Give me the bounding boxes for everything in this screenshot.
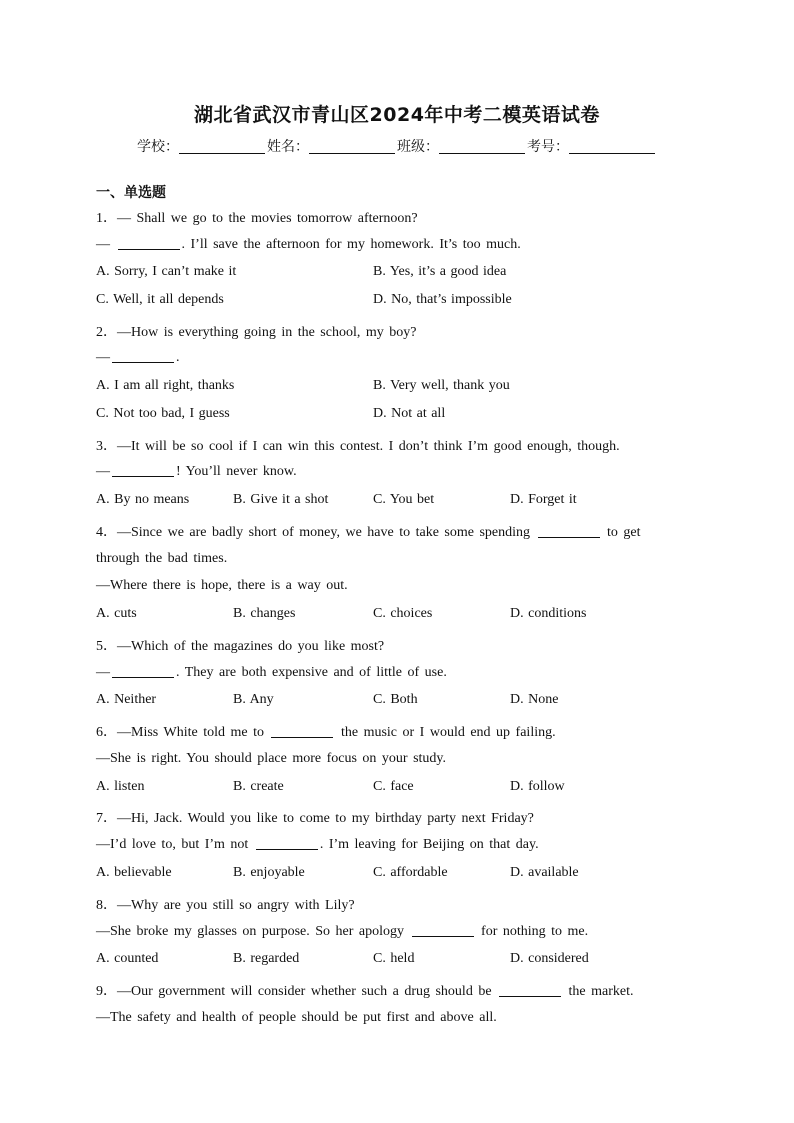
answer-blank	[499, 984, 561, 997]
question-4-stem-line2: through the bad times.	[96, 551, 228, 566]
question-8-option-a[interactable]: A. counted	[96, 951, 159, 966]
question-7-option-c[interactable]: C. affordable	[373, 865, 448, 880]
student-info-line	[0, 136, 794, 156]
question-6-stem: 6．—Miss White told me to the music or I would end up failing.	[96, 725, 556, 740]
question-2-reply: — .	[96, 350, 180, 365]
question-4-option-b[interactable]: B. changes	[233, 606, 296, 621]
question-5-option-c[interactable]: C. Both	[373, 692, 418, 707]
question-6-option-a[interactable]: A. listen	[96, 779, 145, 794]
question-4-option-a[interactable]: A. cuts	[96, 606, 137, 621]
question-3-option-a[interactable]: A. By no means	[96, 492, 190, 507]
question-4-reply: —Where there is hope, there is a way out.	[96, 578, 348, 593]
question-8-option-c[interactable]: C. held	[373, 951, 415, 966]
question-9-stem: 9．—Our government will consider whether such a drug should be the market.	[96, 984, 634, 999]
answer-blank	[271, 725, 333, 738]
school-field[interactable]	[179, 139, 265, 154]
question-7-reply: —I’d love to, but I’m not . I’m leaving for Beijing on that day.	[96, 837, 539, 852]
page-title: 湖北省武汉市青山区2024年中考二模英语试卷	[194, 104, 600, 126]
question-1-option-b[interactable]: B. Yes, it’s a good idea	[373, 264, 507, 279]
question-3-reply: — ! You’ll never know.	[96, 464, 297, 479]
question-7-option-a[interactable]: A. believable	[96, 865, 172, 880]
question-5-option-d[interactable]: D. None	[510, 692, 559, 707]
answer-blank	[118, 237, 180, 250]
section-title: 一、单选题	[96, 185, 166, 201]
answer-blank	[256, 837, 318, 850]
question-1-option-a[interactable]: A. Sorry, I can’t make it	[96, 264, 237, 279]
answer-blank	[112, 464, 174, 477]
question-4-option-c[interactable]: C. choices	[373, 606, 433, 621]
question-5-option-a[interactable]: A. Neither	[96, 692, 157, 707]
question-1-reply: — . I’ll save the afternoon for my homework. It’s too much.	[96, 237, 521, 252]
question-8-option-b[interactable]: B. regarded	[233, 951, 300, 966]
question-2-option-a[interactable]: A. I am all right, thanks	[96, 378, 235, 393]
question-8-reply: —She broke my glasses on purpose. So her apology for nothing to me.	[96, 924, 589, 939]
exam-no-field[interactable]	[569, 139, 655, 154]
answer-blank	[112, 665, 174, 678]
answer-blank	[112, 350, 174, 363]
question-4-stem: 4．—Since we are badly short of money, we have to take some spending to get	[96, 525, 641, 540]
exam-no-label: 考号：	[527, 139, 569, 155]
question-8-stem: 8．—Why are you still so angry with Lily?	[96, 898, 355, 913]
question-1-option-c[interactable]: C. Well, it all depends	[96, 292, 224, 307]
question-7-option-d[interactable]: D. available	[510, 865, 579, 880]
question-2-option-d[interactable]: D. Not at all	[373, 406, 446, 421]
question-8-option-d[interactable]: D. considered	[510, 951, 589, 966]
question-5-option-b[interactable]: B. Any	[233, 692, 274, 707]
question-3-option-c[interactable]: C. You bet	[373, 492, 435, 507]
question-6-option-d[interactable]: D. follow	[510, 779, 565, 794]
question-3-stem: 3．—It will be so cool if I can win this contest. I don’t think I’m good enough, though.	[96, 439, 620, 454]
question-2-option-b[interactable]: B. Very well, thank you	[373, 378, 510, 393]
class-field[interactable]	[439, 139, 525, 154]
question-9-reply: —The safety and health of people should be put first and above all.	[96, 1010, 497, 1025]
question-2-stem: 2．—How is everything going in the school, my boy?	[96, 325, 417, 340]
question-6-option-b[interactable]: B. create	[233, 779, 284, 794]
question-2-option-c[interactable]: C. Not too bad, I guess	[96, 406, 230, 421]
name-label: 姓名：	[267, 139, 309, 155]
question-3-option-b[interactable]: B. Give it a shot	[233, 492, 329, 507]
question-3-option-d[interactable]: D. Forget it	[510, 492, 577, 507]
question-6-reply: —She is right. You should place more focus on your study.	[96, 751, 447, 766]
answer-blank	[538, 525, 600, 538]
question-6-option-c[interactable]: C. face	[373, 779, 414, 794]
question-1-option-d[interactable]: D. No, that’s impossible	[373, 292, 512, 307]
question-4-option-d[interactable]: D. conditions	[510, 606, 587, 621]
question-1-stem: 1．— Shall we go to the movies tomorrow afternoon?	[96, 211, 418, 226]
school-label: 学校：	[137, 139, 179, 155]
question-7-option-b[interactable]: B. enjoyable	[233, 865, 305, 880]
class-label: 班级：	[397, 139, 439, 155]
question-5-reply: — . They are both expensive and of little of use.	[96, 665, 447, 680]
answer-blank	[412, 924, 474, 937]
question-7-stem: 7．—Hi, Jack. Would you like to come to my birthday party next Friday?	[96, 811, 534, 826]
name-field[interactable]	[309, 139, 395, 154]
question-5-stem: 5．—Which of the magazines do you like most?	[96, 639, 385, 654]
